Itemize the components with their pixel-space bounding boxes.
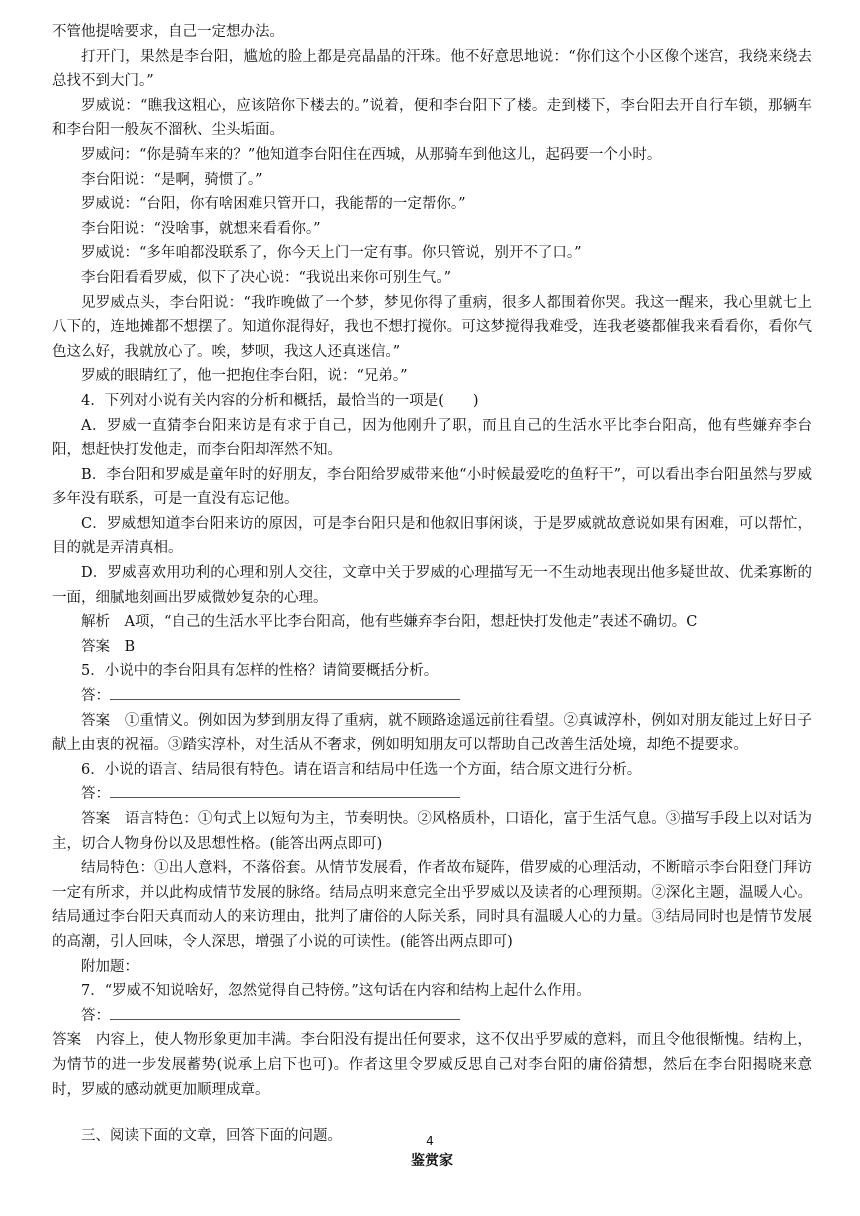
paragraph (52, 561, 812, 610)
paragraph (52, 192, 812, 217)
paragraph-text: 李台阳说：“是啊，骑惯了。” (81, 171, 263, 188)
paragraph (52, 512, 812, 561)
paragraph (52, 659, 812, 684)
paragraph (52, 217, 812, 242)
paragraph-text: 李台阳说：“没啥事，就想来看看你。” (81, 220, 321, 237)
paragraph (52, 856, 812, 954)
paragraph (52, 241, 812, 266)
paragraph (52, 94, 812, 143)
answer-blank[interactable] (110, 782, 460, 798)
paragraph-text: 答案 内容上，使人物形象更加丰满。李台阳没有提出任何要求，这不仅出乎罗威的意料，而且令他很惭愧。结构上，为情节的进一步发展蓄势(说承上启下也可)。作者这里令罗威反思自己对李台阳的庸俗猜想，然后在李台阳揭晓来意时，罗威的感动就更加顺理成章。 (52, 1032, 812, 1098)
paragraph-text: 答： (81, 1007, 110, 1024)
paragraph-text: 结局特色：①出人意料，不落俗套。从情节发展看，作者故布疑阵，借罗威的心理活动，不断暗示李台阳登门拜访一定有所求，并以此构成情节发展的脉络。结局点明来意完全出乎罗威以及读者的心理预期。②深化主题，温暖人心。结局通过李台阳天真而动人的来访理由，批判了庸俗的人际关系，同时具有温暖人心的力量。③结局同时也是情节发展的高潮，引人回味，令人深思，增强了小说的可读性。(能答出两点即可) (52, 860, 812, 950)
paragraph (52, 1028, 812, 1102)
paragraph-text: A．罗威一直猜李台阳来访是有求于自己，因为他刚升了职，而且自己的生活水平比李台阳高，他有些嫌弃李台阳，想赶快打发他走，而李台阳却浑然不知。 (52, 417, 812, 459)
paragraph-text: 4．下列对小说有关内容的分析和概括，最恰当的一项是( ) (81, 392, 479, 409)
paragraph (52, 143, 812, 168)
paragraph-text: 答案 ①重情义。例如因为梦到朋友得了重病，就不顾路途遥远前往看望。②真诚淳朴，例如对朋友能过上好日子献上由衷的祝福。③踏实淳朴，对生活从不奢求，例如明知朋友可以帮助自己改善生活处境，却绝不提要求。 (52, 712, 812, 754)
paragraph-text: 答案 语言特色：①句式上以短句为主，节奏明快。②风格质朴，口语化，富于生活气息。③描写手段上以对话为主，切合人物身份以及思想性格。(能答出两点即可) (52, 811, 812, 852)
paragraph-text: 附加题： (81, 958, 139, 975)
paragraph-text: 7．“罗威不知说啥好，忽然觉得自己特傍。”这句话在内容和结构上起什么作用。 (81, 983, 591, 1000)
spacer (52, 1102, 812, 1124)
page-number: 4 (426, 1134, 434, 1148)
paragraph-text: 打开门，果然是李台阳，尴尬的脸上都是亮晶晶的汗珠。他不好意思地说：“你们这个小区像个迷宫，我绕来绕去总找不到大门。” (52, 48, 812, 90)
paragraph-text: 罗威问：“你是骑车来的？”他知道李台阳住在西城，从那骑车到他这儿，起码要一个小时。 (81, 146, 662, 163)
paragraph-text: 解析 A项，“自己的生活水平比李台阳高，他有些嫌弃李台阳，想赶快打发他走”表述不确切。C (81, 614, 698, 631)
paragraph (52, 463, 812, 512)
paragraph-text: 答案 B (81, 638, 136, 655)
paragraph-text: 罗威说：“多年咱都没联系了，你今天上门一定有事。你只管说，别开不了口。” (81, 245, 582, 262)
paragraph-text: 李台阳看看罗威，似下了决心说：“我说出来你可别生气。” (81, 269, 452, 286)
paragraph (52, 414, 812, 463)
paragraph-text: 罗威说：“瞧我这粗心，应该陪你下楼去的。”说着，便和李台阳下了楼。走到楼下，李台阳去开自行车锁，那辆车和李台阳一般灰不溜秋、尘头垢面。 (52, 97, 812, 139)
paragraph-text: 答： (81, 786, 110, 803)
paragraph (52, 266, 812, 291)
answer-line (52, 684, 812, 709)
paragraph (52, 291, 812, 365)
paragraph (52, 979, 812, 1004)
paragraph-text: 罗威说：“台阳，你有啥困难只管开口，我能帮的一定帮你。” (81, 196, 466, 213)
paragraph-text: 6．小说的语言、结局很有特色。请在语言和结局中任选一个方面，结合原文进行分析。 (81, 761, 642, 778)
paragraph (52, 955, 812, 980)
paragraph-text: D．罗威喜欢用功利的心理和别人交往，文章中关于罗威的心理描写无一不生动地表现出他多疑世故、优柔寡断的一面，细腻地刻画出罗威微妙复杂的心理。 (52, 565, 812, 606)
document-page (52, 20, 812, 1173)
paragraph-text: 见罗威点头，李台阳说：“我昨晚做了一个梦，梦见你得了重病，很多人都围着你哭。我这一醒来，我心里就七上八下的，连地摊都不想摆了。知道你混得好，我也不想打搅你。可这梦搅得我难受，连我老婆都催我来看看你，看你气色这么好，我就放心了。唉，梦呗，我这人还真迷信。” (52, 294, 812, 360)
paragraph-text: 不管他提啥要求，自己一定想办法。 (52, 24, 284, 40)
paragraph-text: 罗威的眼睛红了，他一把抱住李台阳，说：“兄弟。” (81, 368, 408, 385)
answer-line (52, 782, 812, 807)
paragraph (52, 610, 812, 635)
answer-blank[interactable] (110, 684, 460, 700)
paragraph-text: C．罗威想知道李台阳来访的原因，可是李台阳只是和他叙旧事闲谈，于是罗威就故意说如果有困难，可以帮忙，目的就是弄清真相。 (52, 515, 812, 557)
answer-blank[interactable] (110, 1004, 460, 1020)
paragraph (52, 807, 812, 856)
paragraph-text: 5．小说中的李台阳具有怎样的性格？请简要概括分析。 (81, 663, 439, 680)
paragraph-text: B．李台阳和罗威是童年时的好朋友，李台阳给罗威带来他“小时候最爱吃的鱼籽干”，可以看出李台阳虽然与罗威多年没有联系，可是一直没有忘记他。 (52, 466, 812, 508)
article-title: 鉴赏家 (411, 1152, 453, 1169)
paragraph-text: 答： (81, 688, 110, 705)
paragraph (52, 758, 812, 783)
answer-line (52, 1004, 812, 1029)
paragraph (52, 389, 812, 414)
paragraph (52, 20, 812, 45)
paragraph (52, 635, 812, 660)
paragraph (52, 709, 812, 758)
document-body (52, 20, 812, 1102)
paragraph (52, 45, 812, 94)
paragraph (52, 168, 812, 193)
paragraph (52, 364, 812, 389)
section-heading: 三、阅读下面的文章，回答下面的问题。 (81, 1128, 342, 1145)
